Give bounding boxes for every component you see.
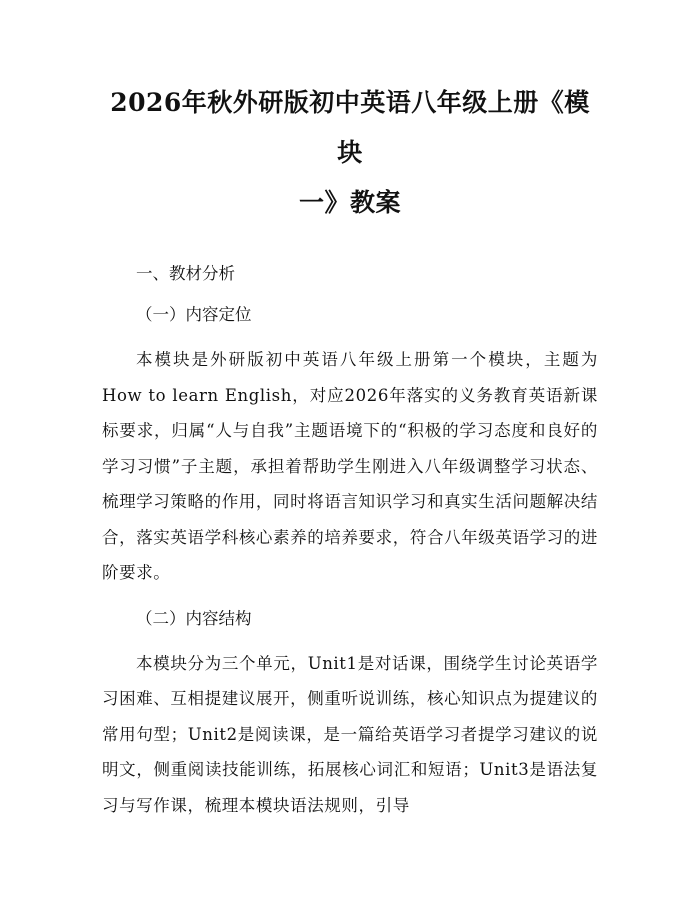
document-title xyxy=(102,78,598,228)
section-heading-textbook-analysis: 一、教材分析 xyxy=(136,264,235,283)
paragraph-content-positioning: 本模块是外研版初中英语八年级上册第一个模块，主题为How to learn English，对应2026年落实的义务教育英语新课标要求，归属“人与自我”主题语境下的“积极的学习态度和良好的学习习惯”子主题，承担着帮助学生刚进入八年级调整学习状态、梳理学习策略的作用，同时将语言知识学习和真实生活问题解决结合，落实英语学科核心素养的培养要求，符合八年级英语学习的进阶要求。 xyxy=(102,350,598,582)
title-line-1: 2026年秋外研版初中英语八年级上册《模块 xyxy=(110,88,590,167)
paragraph-content-structure: 本模块分为三个单元，Unit1是对话课，围绕学生讨论英语学习困难、互相提建议展开，侧重听说训练，核心知识点为提建议的常用句型；Unit2是阅读课，是一篇给英语学习者提学习建议的说明文，侧重阅读技能训练，拓展核心词汇和短语；Unit3是语法复习与写作课，梳理本模块语法规则，引导 xyxy=(102,653,598,815)
subheading-content-structure: （二）内容结构 xyxy=(136,608,252,628)
subheading-content-positioning: （一）内容定位 xyxy=(136,305,252,324)
title-line-2: 一》教案 xyxy=(298,188,401,217)
